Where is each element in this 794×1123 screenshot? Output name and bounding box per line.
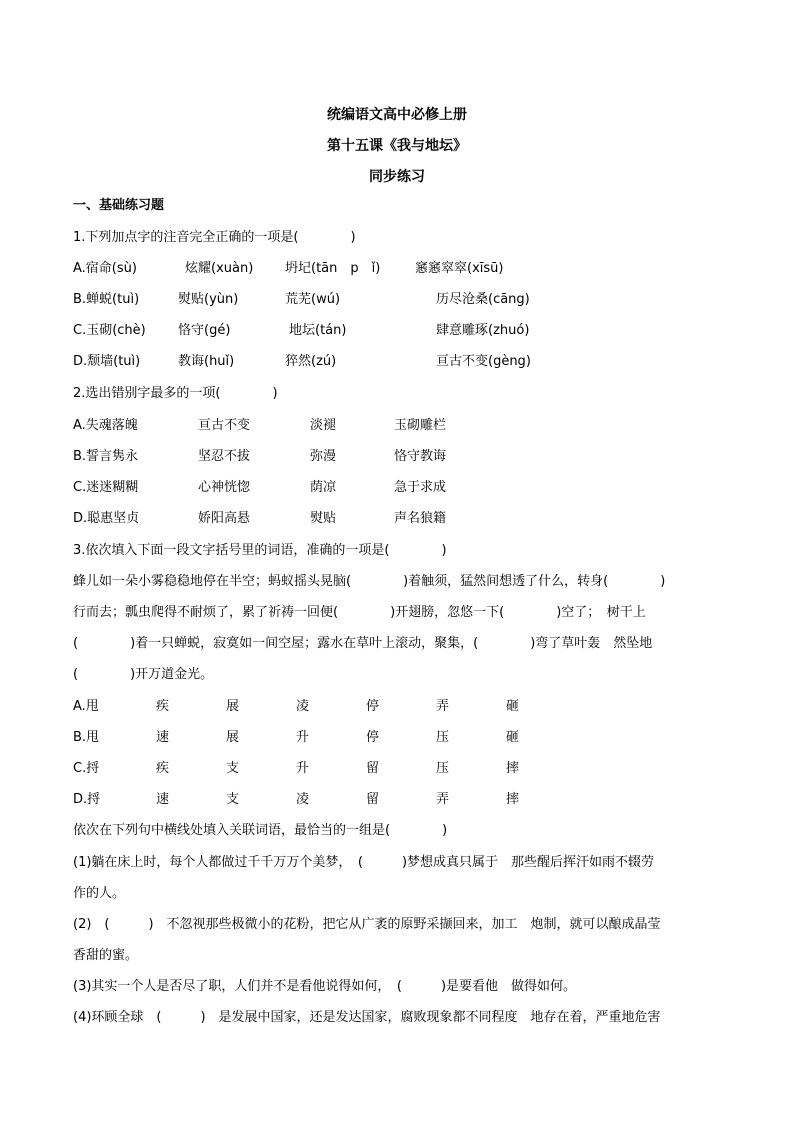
option-cell: 历尽沧桑(cāng) xyxy=(436,292,530,307)
option-cell: 压 xyxy=(436,761,450,776)
sentence-line: (2) ( ) 不忽视那些极微小的花粉，把它从广袤的原野采撷回来，加工 炮制，就可以酿成晶莹 xyxy=(73,917,661,932)
passage-line: ( )开万道金光。 xyxy=(73,667,214,682)
option-cell: 弄 xyxy=(436,699,450,714)
option-cell: B.甩 xyxy=(73,730,100,745)
lesson-title: 第十五课《我与地坛》 xyxy=(327,138,467,154)
option-cell: 凌 xyxy=(296,792,310,807)
option-cell: 留 xyxy=(366,792,380,807)
option-cell: 升 xyxy=(296,730,310,745)
option-cell: 炫耀(xuàn) xyxy=(185,261,254,276)
question-2-stem: 2.选出错别字最多的一项( ) xyxy=(73,386,278,401)
sentence-line: 作的人。 xyxy=(73,886,126,901)
option-cell: C.迷迷糊糊 xyxy=(73,480,139,495)
option-cell: 猝然(zú) xyxy=(285,354,337,369)
sentence-line: 香甜的蜜。 xyxy=(73,948,139,963)
option-cell: 凌 xyxy=(296,699,310,714)
option-cell: 弥漫 xyxy=(310,449,337,464)
option-cell: 速 xyxy=(156,730,170,745)
option-cell: A.宿命(sù) xyxy=(73,261,137,276)
option-cell: 恪守教诲 xyxy=(394,449,447,464)
option-cell: 疾 xyxy=(156,761,170,776)
option-cell: A.甩 xyxy=(73,699,99,714)
option-cell: 玉砌雕栏 xyxy=(394,418,447,433)
passage-line: ( )着一只蝉蜕，寂寞如一间空屋；露水在草叶上滚动，聚集，( )弯了草叶轰 然坠地 xyxy=(73,636,653,651)
option-cell: D.捋 xyxy=(73,792,101,807)
option-cell: 肆意雕琢(zhuó) xyxy=(436,323,530,338)
option-cell: 摔 xyxy=(506,761,520,776)
option-cell: 心神恍惚 xyxy=(198,480,251,495)
option-cell: 恪守(gé) xyxy=(178,323,231,338)
option-cell: 教诲(huǐ) xyxy=(178,354,235,369)
option-cell: 砸 xyxy=(506,699,520,714)
option-cell: 摔 xyxy=(506,792,520,807)
option-cell: C.捋 xyxy=(73,761,100,776)
section-heading: 一、基础练习题 xyxy=(73,198,165,213)
option-cell: 亘古不变(gèng) xyxy=(436,354,531,369)
option-cell: 熨贴 xyxy=(310,511,337,526)
option-cell: 急于求成 xyxy=(394,480,447,495)
option-cell: 压 xyxy=(436,730,450,745)
option-cell: D.聪惠坚贞 xyxy=(73,511,140,526)
option-cell: 支 xyxy=(226,792,240,807)
question-3-stem: 3.依次填入下面一段文字括号里的词语，准确的一项是( ) xyxy=(73,543,447,558)
option-cell: 停 xyxy=(366,730,380,745)
passage-line: 蜂儿如一朵小雾稳稳地停在半空；蚂蚁摇头晃脑( )着触须，猛然间想透了什么，转身( ) xyxy=(73,574,666,589)
option-cell: 淡褪 xyxy=(310,418,337,433)
question-4-stem: 依次在下列句中横线处填入关联词语，最恰当的一组是( ) xyxy=(73,823,448,838)
option-cell: 窸窸窣窣(xīsū) xyxy=(415,261,504,276)
option-cell: 亘古不变 xyxy=(198,418,251,433)
option-cell: D.颓墙(tuì) xyxy=(73,354,141,369)
option-cell: 疾 xyxy=(156,699,170,714)
option-cell: 声名狼籍 xyxy=(394,511,447,526)
option-cell: 速 xyxy=(156,792,170,807)
exercise-title: 同步练习 xyxy=(369,169,425,185)
option-cell: 支 xyxy=(226,761,240,776)
sentence-line: (3)其实一个人是否尽了职，人们并不是看他说得如何， ( )是要看他 做得如何。 xyxy=(73,979,577,994)
document-title: 统编语文高中必修上册 xyxy=(327,107,467,123)
option-cell: 熨贴(yùn) xyxy=(178,292,239,307)
option-cell: B.誓言隽永 xyxy=(73,449,139,464)
passage-line: 行而去；瓢虫爬得不耐烦了，累了祈祷一回便( )开翅膀，忽悠一下( )空了； 树干上 xyxy=(73,605,646,620)
option-cell: 停 xyxy=(366,699,380,714)
option-cell: 升 xyxy=(296,761,310,776)
option-cell: 坚忍不拔 xyxy=(198,449,251,464)
sentence-line: (1)躺在床上时，每个人都做过千千万万个美梦， ( )梦想成真只属于 那些醒后挥汗如雨不辍劳 xyxy=(73,855,655,870)
option-cell: 砸 xyxy=(506,730,520,745)
option-cell: A.失魂落魄 xyxy=(73,418,138,433)
option-cell: 荫凉 xyxy=(310,480,337,495)
option-cell: C.玉砌(chè) xyxy=(73,323,146,338)
option-cell: 展 xyxy=(226,699,240,714)
option-cell: 弄 xyxy=(436,792,450,807)
sentence-line: (4)环顾全球 ( ) 是发展中国家，还是发达国家，腐败现象都不同程度 地存在着，严重地危害 xyxy=(73,1010,661,1025)
option-cell: 坍圮(tān p ǐ) xyxy=(285,261,381,276)
option-cell: 展 xyxy=(226,730,240,745)
option-cell: 娇阳高悬 xyxy=(198,511,251,526)
option-cell: 留 xyxy=(366,761,380,776)
option-cell: B.蝉蜕(tuì) xyxy=(73,292,140,307)
option-cell: 荒芜(wú) xyxy=(285,292,341,307)
question-1-stem: 1.下列加点字的注音完全正确的一项是( ) xyxy=(73,230,356,245)
option-cell: 地坛(tán) xyxy=(289,323,347,338)
